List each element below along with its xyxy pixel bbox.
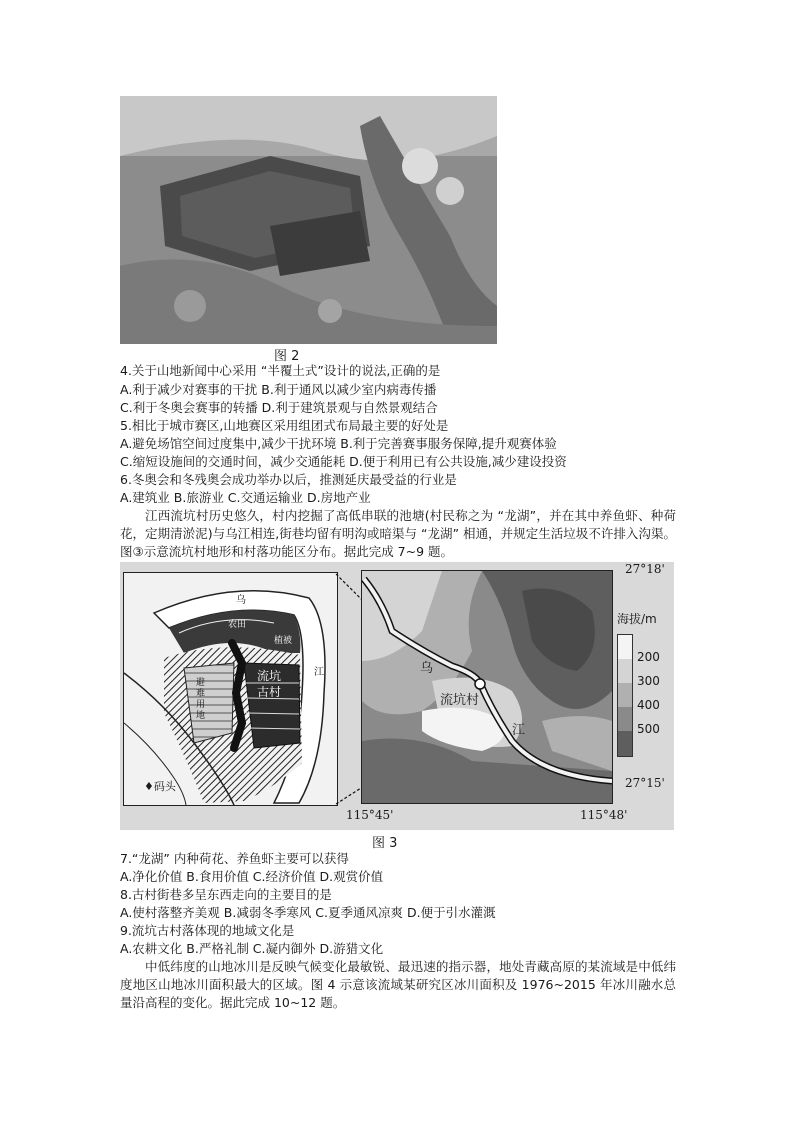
q7-options: A.净化价值 B.食用价值 C.经济价值 D.观赏价值 <box>120 869 384 884</box>
lon-left: 115°45' <box>346 808 394 822</box>
river-char-2: 江 <box>314 667 324 678</box>
refuge-land-label: 避难用地 <box>196 678 206 721</box>
q5-options-1: A.避免场馆空间过度集中,减少干扰环境 B.利于完善赛事服务保障,提升观赛体验 <box>120 436 557 451</box>
terrain-graphic <box>362 571 612 803</box>
figure-2-photo <box>120 96 497 344</box>
ancient-village-label: 流坑古村 <box>257 669 282 699</box>
legend-swatch-3 <box>618 683 632 707</box>
q4-options-1: A.利于减少对赛事的干扰 B.利于通风以减少室内病毒传播 <box>120 382 437 397</box>
figure-3 <box>120 562 674 830</box>
farmland-label: 农田 <box>228 620 247 630</box>
elevation-legend <box>617 610 669 760</box>
q9-options: A.农耕文化 B.严格礼制 C.凝内御外 D.游猎文化 <box>120 941 384 956</box>
river-char-jiang: 江 <box>512 723 526 738</box>
legend-400: 400 <box>637 698 660 712</box>
q5-stem: 5.相比于城市赛区,山地赛区采用组团式布局最主要的好处是 <box>120 418 449 433</box>
lat-top: 27°18' <box>625 562 665 576</box>
village-label: 流坑村 <box>440 693 480 708</box>
legend-title: 海拔/m <box>617 612 657 626</box>
legend-bar <box>617 634 633 757</box>
legend-500: 500 <box>637 722 660 736</box>
q7-stem: 7.“龙湖” 内种荷花、养鱼虾主要可以获得 <box>120 851 349 866</box>
legend-swatch-2 <box>618 659 632 683</box>
figure-2-caption: 图 2 <box>274 349 300 364</box>
q5-options-2: C.缩短设施间的交通时间，减少交通能耗 D.便于利用已有公共设施,减少建设投资 <box>120 454 567 469</box>
q8-options: A.使村落整齐美观 B.减弱冬季寒风 C.夏季通风凉爽 D.便于引水灌溉 <box>120 905 496 920</box>
river-char-1: 乌 <box>236 595 246 606</box>
legend-300: 300 <box>637 674 660 688</box>
legend-swatch-4 <box>618 707 632 731</box>
q4-options-2: C.利于冬奥会赛事的转播 D.利于建筑景观与自然景观结合 <box>120 400 438 415</box>
intro-q7-9: 江西流坑村历史悠久，村内挖掘了高低串联的池塘(村民称之为 “龙湖”，并在其中养鱼虾、种荷花，定期清淤泥)与乌江相连,街巷均留有明沟或暗渠与 “龙湖” 相通，并规定生活垃圾不许排入沟渠。图③示意流坑村地形和村落功能区分布。据此完成 7~9 题。 <box>120 508 676 559</box>
legend-swatch-1 <box>618 635 632 659</box>
legend-swatch-5 <box>618 731 632 756</box>
q6-options: A.建筑业 B.旅游业 C.交通运输业 D.房地产业 <box>120 490 371 505</box>
river-char-wu: 乌 <box>420 661 434 676</box>
vegetation-label: 植被 <box>274 636 293 646</box>
q4-stem: 4.关于山地新闻中心采用 “半覆土式”设计的说法,正确的是 <box>120 363 441 378</box>
lat-bottom: 27°15' <box>625 776 665 790</box>
dock-label: ♦码头 <box>144 780 176 793</box>
legend-200: 200 <box>637 650 660 664</box>
lon-right: 115°48' <box>580 808 628 822</box>
building-illustration <box>120 96 497 344</box>
intro-q10-12: 中低纬度的山地冰川是反映气候变化最敏锐、最迅速的指示器，地处青藏高原的某流域是中低纬度地区山地冰川面积最大的区域。图 4 示意该流域某研究区冰川面积及 1976~2015 年冰川融水总量沿高程的变化。据此完成 10~12 题。 <box>120 959 676 1010</box>
q9-stem: 9.流坑古村落体现的地域文化是 <box>120 923 295 938</box>
topographic-map <box>361 570 613 804</box>
figure-3-caption: 图 3 <box>372 836 398 851</box>
q8-stem: 8.古村街巷多呈东西走向的主要目的是 <box>120 887 332 902</box>
q6-stem: 6.冬奥会和冬残奥会成功举办以后，推测延庆最受益的行业是 <box>120 472 457 487</box>
